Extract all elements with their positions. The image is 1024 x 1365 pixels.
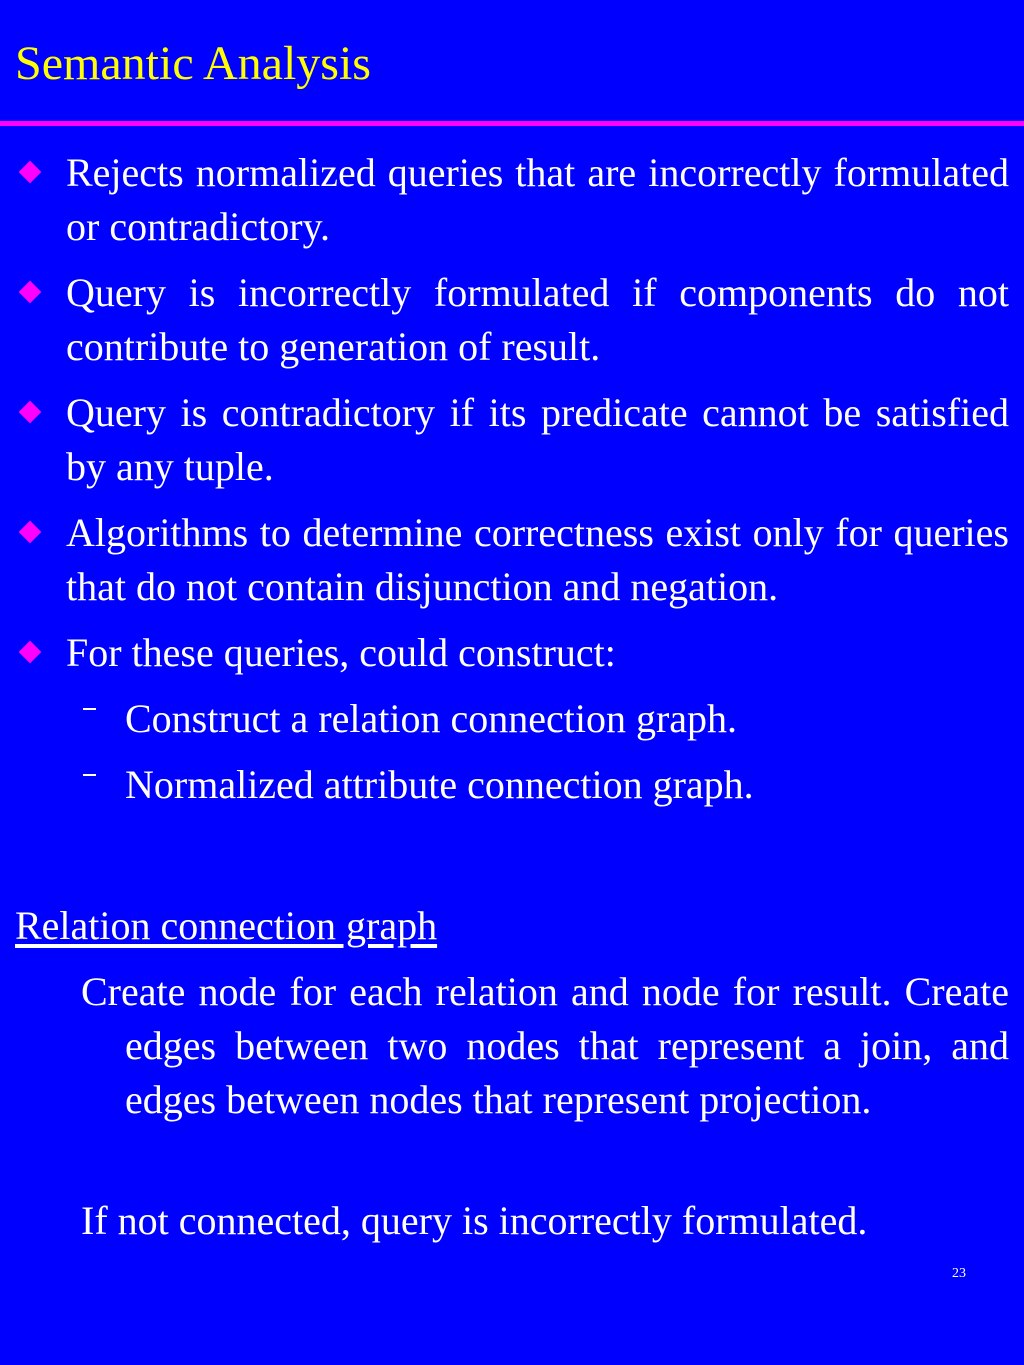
bullet-list bbox=[0, 146, 1024, 824]
diamond-bullet-icon bbox=[19, 281, 42, 304]
slide-title: Semantic Analysis bbox=[15, 37, 371, 90]
diamond-bullet-icon bbox=[19, 641, 42, 664]
bullet-text: Rejects normalized queries that are incorrectly formulated or contradictory. bbox=[66, 150, 1009, 249]
diamond-bullet-icon bbox=[19, 401, 42, 424]
bullet-item bbox=[66, 266, 1009, 374]
bullet-text: Algorithms to determine correctness exist only for queries that do not contain disjunction and negation. bbox=[66, 510, 1009, 609]
diamond-bullet-icon bbox=[19, 161, 42, 184]
section-heading: Relation connection graph bbox=[15, 903, 438, 948]
dash-bullet-icon bbox=[83, 708, 96, 710]
bullet-text: For these queries, could construct: bbox=[66, 630, 616, 675]
bullet-item bbox=[66, 386, 1009, 494]
bullet-item bbox=[66, 146, 1009, 254]
bullet-item bbox=[66, 506, 1009, 614]
title-divider bbox=[0, 121, 1024, 126]
sub-bullet-text: Construct a relation connection graph. bbox=[125, 696, 738, 741]
bullet-text: Query is incorrectly formulated if components do not contribute to generation of result. bbox=[66, 270, 1009, 369]
slide-number: 23 bbox=[952, 1266, 966, 1281]
diamond-bullet-icon bbox=[19, 521, 42, 544]
section-paragraph: If not connected, query is incorrectly formulated. bbox=[81, 1198, 868, 1243]
bullet-text: Query is contradictory if its predicate cannot be satisfied by any tuple. bbox=[66, 390, 1009, 489]
sub-bullet-item bbox=[125, 692, 1009, 746]
sub-bullet-text: Normalized attribute connection graph. bbox=[125, 762, 754, 807]
dash-bullet-icon bbox=[83, 774, 96, 776]
section-paragraph: Create node for each relation and node for result. Create edges between two nodes that represent a join, and edges between nodes that represent projection. bbox=[81, 969, 1009, 1122]
sub-bullet-item bbox=[125, 758, 1009, 812]
bullet-item bbox=[66, 626, 1009, 680]
